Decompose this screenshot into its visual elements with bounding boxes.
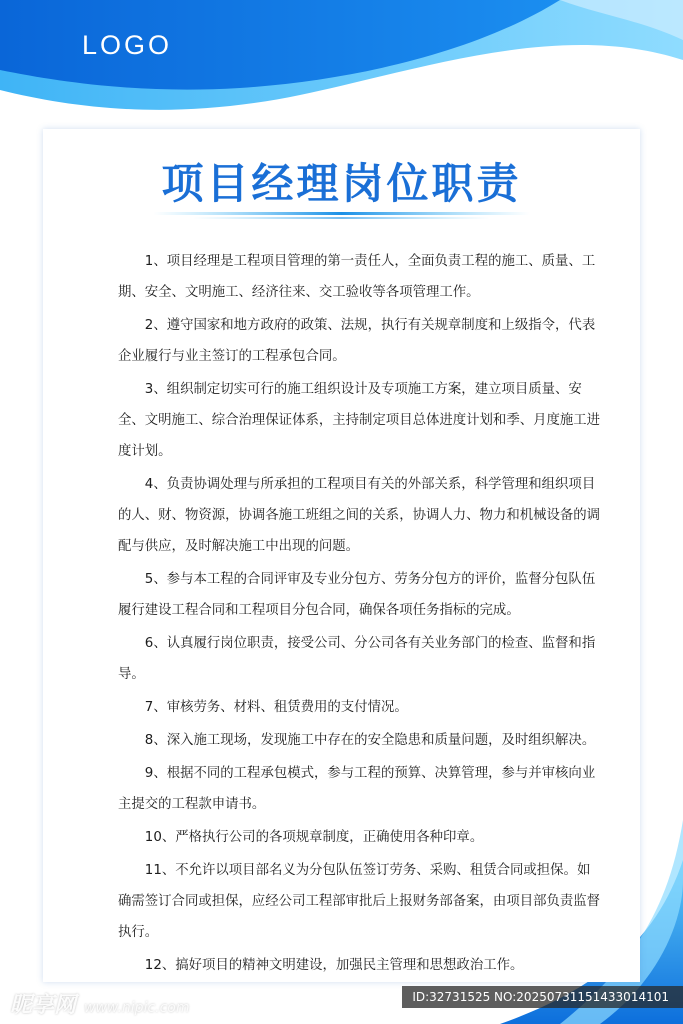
content-panel — [43, 129, 640, 982]
watermark-brand: 昵享网 — [10, 993, 77, 1018]
page-title: 项目经理岗位职责 — [161, 159, 522, 208]
duty-item: 9、根据不同的工程承包模式，参与工程的预算、决算管理，参与并审核向业主提交的工程款申请书。 — [118, 766, 596, 812]
duty-item: 5、参与本工程的合同评审及专业分包方、劳务分包方的评价，监督分包队伍履行建设工程合同和工程项目分包合同，确保各项任务指标的完成。 — [118, 572, 596, 618]
watermark-url: www.nipic.com — [84, 1000, 190, 1016]
duties-list — [118, 246, 603, 983]
duty-item: 7、审核劳务、材料、租赁费用的支付情况。 — [144, 700, 408, 715]
duty-item: 12、搞好项目的精神文明建设，加强民主管理和思想政治工作。 — [144, 958, 524, 973]
duty-item: 4、负责协调处理与所承担的工程项目有关的外部关系，科学管理和组织项目的人、财、物资源，协调各施工班组之间的关系，协调人力、物力和机械设备的调配与供应，及时解决施工中出现的问题。 — [118, 477, 601, 554]
image-id-label: ID:32731525 NO:20250731151433014101 — [402, 986, 683, 1008]
logo-text: LOGO — [82, 30, 173, 60]
duty-item: 2、遵守国家和地方政府的政策、法规，执行有关规章制度和上级指令，代表企业履行与业主签订的工程承包合同。 — [118, 318, 596, 364]
watermark — [10, 988, 190, 1019]
duty-item: 8、深入施工现场，发现施工中存在的安全隐患和质量问题，及时组织解决。 — [144, 733, 596, 748]
duty-item: 3、组织制定切实可行的施工组织设计及专项施工方案，建立项目质量、安全、文明施工、综合治理保证体系，主持制定项目总体进度计划和季、月度施工进度计划。 — [118, 382, 601, 459]
duty-item: 11、不允许以项目部名义为分包队伍签订劳务、采购、租赁合同或担保。如确需签订合同或担保，应经公司工程部审批后上报财务部备案，由项目部负责监督执行。 — [118, 863, 601, 940]
duty-item: 10、严格执行公司的各项规章制度，正确使用各种印章。 — [144, 830, 484, 845]
title-underline — [153, 211, 530, 221]
duty-item: 6、认真履行岗位职责，接受公司、分公司各有关业务部门的检查、监督和指导。 — [118, 636, 596, 682]
duty-item: 1、项目经理是工程项目管理的第一责任人，全面负责工程的施工、质量、工期、安全、文明施工、经济往来、交工验收等各项管理工作。 — [118, 254, 596, 300]
